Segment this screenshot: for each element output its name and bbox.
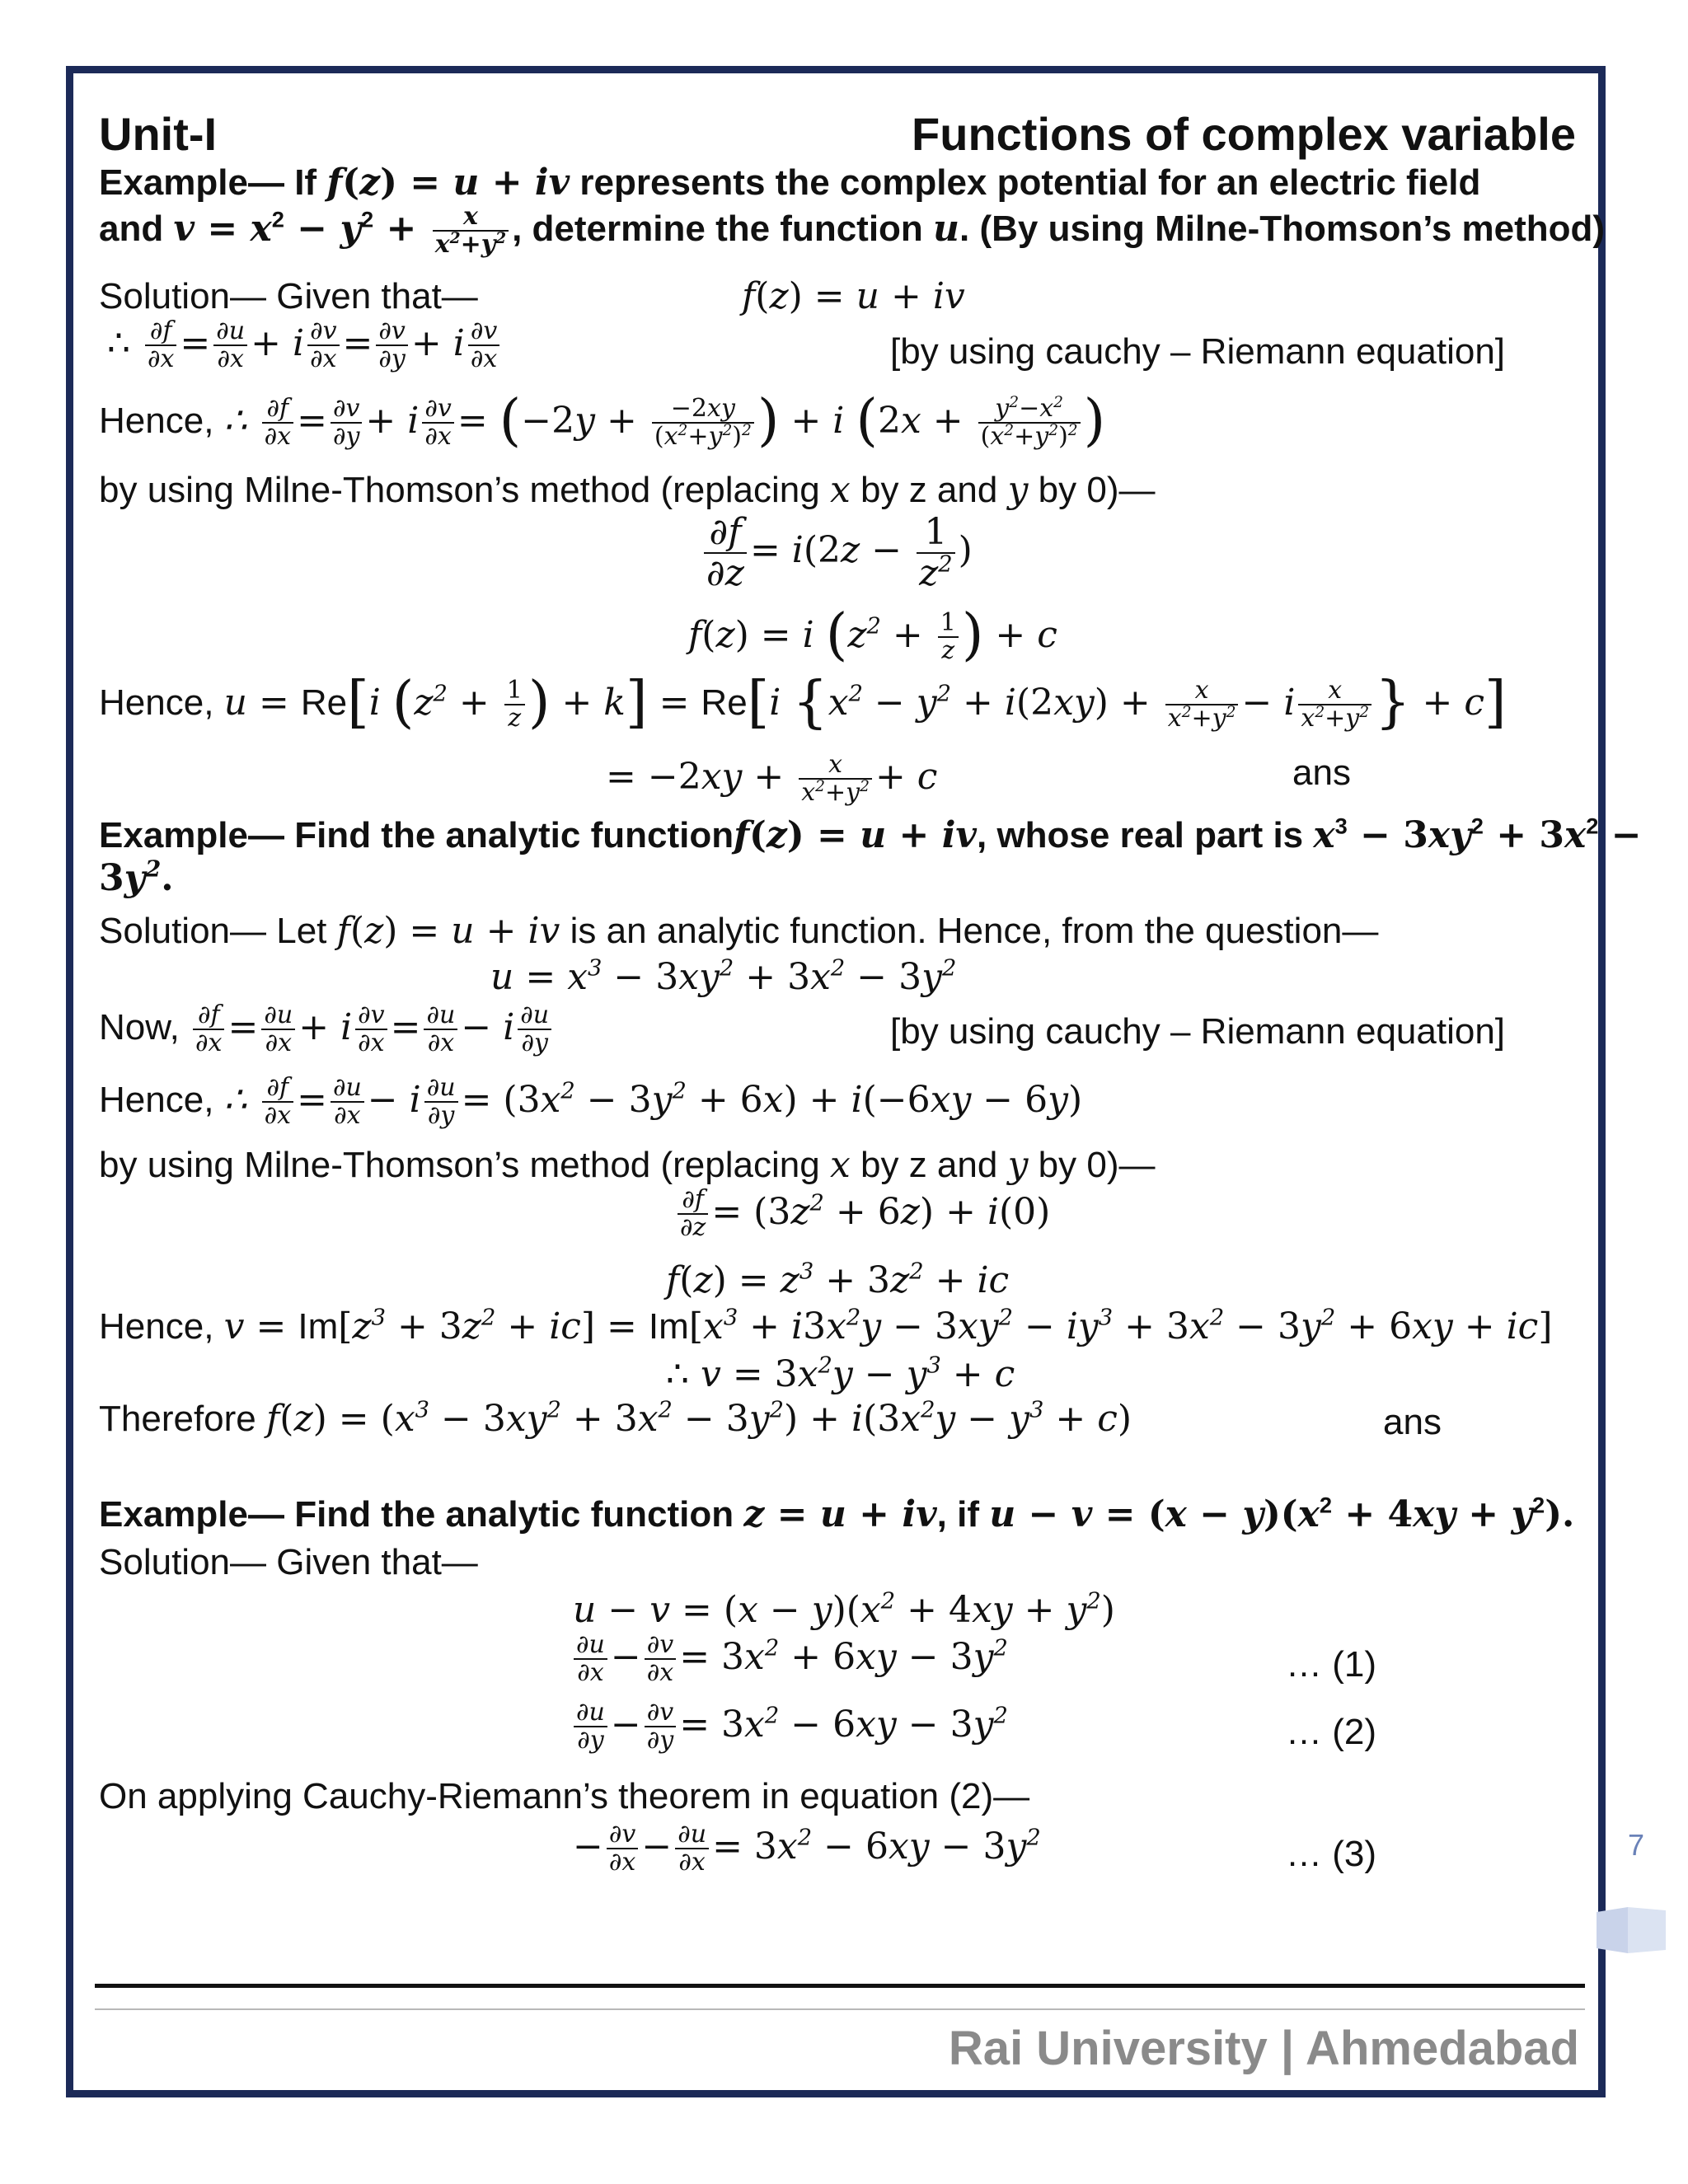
example2-now-line: Now, $\frac{\partial f}{\partial x}$ = $\frac{\partial u}{\partial x}$ + i $\frac{\partial v}{\partial x}$ = $\frac{\partial u}{\partial x}$ − i $\frac{\partial u}{\partial y}$ (99, 1002, 555, 1057)
example3-eq3-label: … (3) (1286, 1834, 1376, 1874)
example2-milne-thomson: by using Milne-Thomson’s method (replacing x by z and y by 0)— (99, 1144, 1156, 1186)
example1-line2: and $v = x^2 - y^2$ + $\frac{x}{x^2+y^2}$ , determine the function u. (By using Milne-Thomson’s method) (99, 202, 1606, 260)
example1-given: f(z) = u + iv (742, 275, 965, 317)
example2-line1-cont: $3y^2$. (99, 855, 174, 899)
example3-eq1-label: … (1) (1286, 1644, 1376, 1685)
unit-label: Unit-I (99, 108, 218, 160)
example1-derivative-eq: ∴ $\frac{\partial f}{\partial x}$ = $\frac{\partial u}{\partial x}$ + i $\frac{\partial v}{\partial x}$ = $\frac{\partial v}{\partial y}$ + i $\frac{\partial v}{\partial x}$ (107, 318, 503, 373)
example1-cr-note: [by using cauchy – Riemann equation] (890, 331, 1506, 372)
example1-solution: Solution— Given that— (99, 276, 478, 316)
example2-ans: ans (1383, 1402, 1442, 1442)
example1-line1: Example— If f(z) = u + iv represents the complex potential for an electric field (99, 162, 1481, 204)
example1-df-dz: $\frac{\partial f}{\partial z}$ = i(2z − $\frac{1}{z^2}$ ) (701, 513, 973, 593)
example3-eq2: $\frac{\partial u}{\partial y}$ − $\frac{\partial v}{\partial y}$ = $3x^2 - 6xy - 3y^2$ (570, 1699, 1008, 1755)
page-number: 7 (1628, 1828, 1645, 1862)
example2-therefore: Therefore $f(z) = (x^3 - 3xy^2 + 3x^2 - 3y^2) + i(3x^2y - y^3 + c)$ (99, 1397, 1132, 1440)
example3-applying: On applying Cauchy-Riemann’s theorem in equation (2)— (99, 1776, 1030, 1816)
example1-ans: ans (1292, 752, 1351, 793)
example2-solution: Solution— Let f(z) = u + iv is an analytic function. Hence, from the question— (99, 910, 1379, 952)
example1-u-result: = −2xy + $\frac{x}{x^2+y^2}$ + c (606, 750, 938, 808)
example3-eq1: $\frac{\partial u}{\partial x}$ − $\frac{\partial v}{\partial x}$ = $3x^2 + 6xy - 3y^2$ (570, 1632, 1008, 1687)
example1-hence-line: Hence, ∴ $\frac{\partial f}{\partial x}$ = $\frac{\partial v}{\partial y}$ + i $\frac{\partial v}{\partial x}$ = (−2y + $\frac{-2xy}{(x^2+y^2)^2}$ ) + i (2x + $\frac{y^2-x^2}{(x^2+y^2)^2}$ ) (99, 388, 1106, 454)
footer-institution: Rai University | Ahmedabad (948, 2022, 1579, 2075)
example3-line1: Example— Find the analytic function z = u + iv, if $u - v = (x - y)(x^2 + 4xy + y^2)$. (99, 1492, 1575, 1535)
example2-v-expansion: Hence, $v = Im[z^3 + 3z^2 + ic] = Im[x^3 + i3x^2y - 3xy^2 - iy^3 + 3x^2 - 3y^2 + 6xy + ic]$ (99, 1305, 1553, 1347)
example3-solution: Solution— Given that— (99, 1542, 478, 1582)
page-tab-icon (1595, 1904, 1667, 1957)
example2-df-dz: $\frac{\partial f}{\partial z}$ = $(3z^2 + 6z) + i(0)$ (674, 1187, 1050, 1242)
example3-eq3: − $\frac{\partial v}{\partial x}$ − $\frac{\partial u}{\partial x}$ = $3x^2 - 6xy - 3y^2$ (573, 1820, 1041, 1877)
example1-milne-thomson: by using Milne-Thomson’s method (replacing x by z and y by 0)— (99, 469, 1156, 511)
example2-line1: Example— Find the analytic functionf(z) = u + iv, whose real part is $x^3 - 3xy^2 + 3x^2$ − (99, 813, 1642, 856)
example3-eq2-label: … (2) (1286, 1712, 1376, 1752)
topic-title: Functions of complex variable (912, 108, 1576, 160)
example1-f-z: f(z) = i ($z^2$ + $\frac{1}{z}$ ) + c (688, 602, 1057, 668)
footer-rule-thick (95, 1984, 1585, 1988)
example2-hence-line: Hence, ∴ $\frac{\partial f}{\partial x}$ = $\frac{\partial u}{\partial x}$ − i $\frac{\partial u}{\partial y}$ = $(3x^2 - 3y^2 + 6x) + i(-6xy - 6y)$ (99, 1073, 1083, 1131)
example2-cr-note: [by using cauchy – Riemann equation] (890, 1011, 1506, 1052)
footer-rule-thin (95, 2008, 1585, 2010)
example3-given: $u - v = (x - y)(x^2 + 4xy + y^2)$ (573, 1588, 1115, 1631)
example2-v-result: ∴ $v = 3x^2y - y^3 + c$ (666, 1352, 1015, 1395)
example1-u-expansion: Hence, u = Re[i ($z^2$ + $\frac{1}{z}$ ) + k] = Re[i {$x^2 - y^2 + i(2xy)$ + $\frac{x}{x^2+y^2}$ − i $\frac{x}{x^2+y^2}$ } + c] (99, 670, 1507, 736)
example2-u: $u = x^3 - 3xy^2 + 3x^2 - 3y^2$ (490, 955, 957, 998)
example2-f-z: $f(z) = z^3 + 3z^2$ + ic (666, 1258, 1010, 1301)
